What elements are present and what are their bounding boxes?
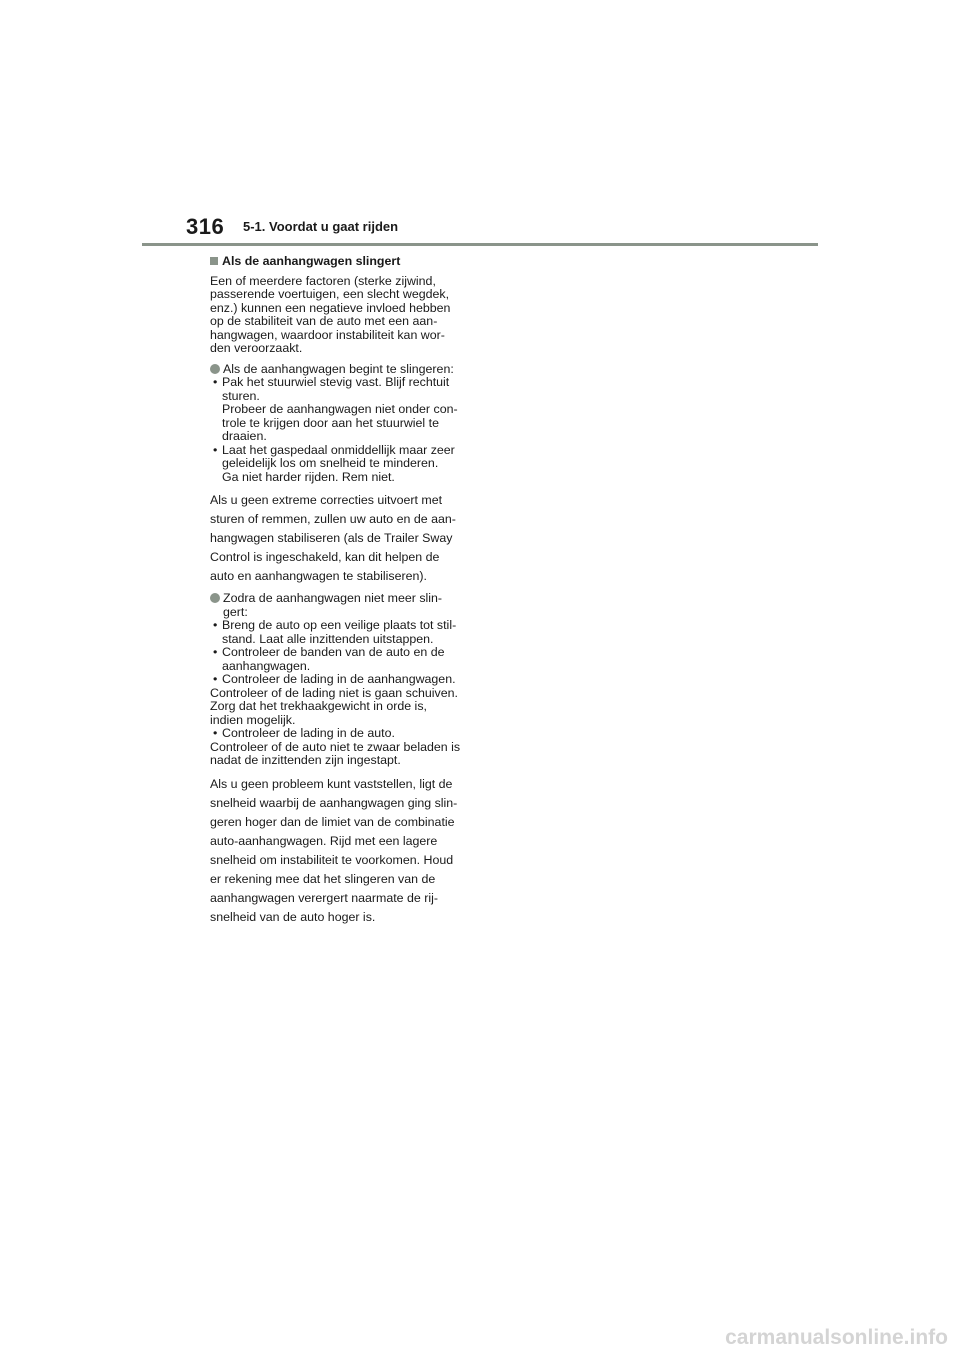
- text-line: Pak het stuurwiel stevig vast. Blijf rechtuit: [222, 375, 450, 389]
- bullet-dot: •: [213, 442, 218, 457]
- text-line: Breng de auto op een veilige plaats tot stil-: [222, 618, 457, 632]
- text-line: den veroorzaakt.: [210, 341, 303, 355]
- text-line: geleidelijk los om snelheid te minderen.: [222, 456, 439, 470]
- text-line: Control is ingeschakeld, kan dit helpen de: [210, 550, 440, 564]
- bullet-dot: •: [213, 375, 218, 389]
- circle-bullet-icon: [210, 593, 220, 603]
- text-line: Controleer de banden van de auto en de: [222, 645, 445, 659]
- text-line: snelheid waarbij de aanhangwagen ging slin-: [210, 795, 458, 810]
- bullet-dot: •: [213, 672, 218, 686]
- text-line: auto-aanhangwagen. Rijd met een lagere: [210, 833, 438, 848]
- watermark: carmanualsonline.info: [725, 1326, 948, 1349]
- stabilize-paragraph: [210, 491, 472, 586]
- text-line: draaien.: [222, 429, 267, 443]
- text-line: trole te krijgen door aan het stuurwiel te: [222, 415, 439, 430]
- header-rule: [142, 243, 818, 246]
- after-swaying-block: [210, 592, 472, 768]
- list-item: [210, 646, 472, 673]
- section-heading: [210, 255, 472, 269]
- text-line: stand. Laat alle inzittenden uitstappen.: [222, 631, 434, 646]
- text-line: Controleer of de auto niet te zwaar beladen is: [210, 739, 461, 754]
- text-line: Als u geen extreme correcties uitvoert met: [210, 493, 443, 507]
- text-line: Een of meerdere factoren (sterke zijwind,: [210, 273, 436, 288]
- list-item: [210, 376, 472, 444]
- circle-bullet-icon: [210, 364, 220, 374]
- page-number: 316: [186, 214, 225, 239]
- text-line: gert:: [223, 604, 248, 619]
- text-line: hangwagen stabiliseren (als de Trailer Sway: [210, 531, 453, 545]
- lead-text: Als de aanhangwagen begint te slingeren:: [223, 361, 454, 376]
- text-line: er rekening mee dat het slingeren van de: [210, 871, 436, 886]
- text-line: Laat het gaspedaal onmiddellijk maar zeer: [222, 442, 455, 457]
- text-line: Controleer de lading in de auto.: [222, 726, 395, 740]
- block2-lead: [210, 592, 472, 619]
- heading-text: Als de aanhangwagen slingert: [222, 254, 401, 268]
- text-line: snelheid van de auto hoger is.: [210, 909, 376, 924]
- text-line: enz.) kunnen een negatieve invloed hebben: [210, 300, 451, 315]
- text-line: Controleer of de lading niet is gaan schuiven.: [210, 685, 458, 700]
- text-line: aanhangwagen.: [222, 658, 311, 673]
- bullet-dot: •: [213, 618, 218, 632]
- text-line: op de stabiliteit van de auto met een aan-: [210, 314, 438, 328]
- bullet-dot: •: [213, 645, 218, 659]
- intro-paragraph: [210, 275, 472, 356]
- bullet-dot: •: [213, 726, 218, 740]
- text-line: indien mogelijk.: [210, 712, 296, 727]
- text-line: nadat de inzittenden zijn ingestapt.: [210, 753, 401, 767]
- text-line: Controleer de lading in de aanhangwagen.: [222, 672, 456, 686]
- load-check-text: [210, 687, 472, 728]
- text-line: passerende voertuigen, een slecht wegdek,: [210, 287, 450, 301]
- text-line: hangwagen, waardoor instabiliteit kan wor-: [210, 327, 445, 342]
- text-line: snelheid om instabiliteit te voorkomen. Houd: [210, 852, 454, 867]
- text-line: Ga niet harder rijden. Rem niet.: [222, 469, 395, 484]
- list-item: [210, 444, 472, 485]
- list-item: [210, 727, 472, 741]
- text-line: Probeer de aanhangwagen niet onder con-: [222, 402, 458, 416]
- text-line: geren hoger dan de limiet van de combinatie: [210, 814, 455, 829]
- text-line: Zorg dat het trekhaakgewicht in orde is,: [210, 699, 427, 713]
- page-content: [210, 255, 472, 933]
- speed-limit-paragraph: [210, 775, 472, 927]
- swaying-steps-block: [210, 363, 472, 485]
- vehicle-load-text: [210, 741, 472, 768]
- text-line: sturen.: [222, 388, 260, 403]
- block1-lead: [210, 363, 472, 377]
- list-item: [210, 619, 472, 646]
- list-item: [210, 673, 472, 687]
- text-line: auto en aanhangwagen te stabiliseren).: [210, 569, 427, 583]
- text-line: aanhangwagen verergert naarmate de rij-: [210, 890, 438, 905]
- square-bullet-icon: [210, 257, 218, 265]
- text-line: Als u geen probleem kunt vaststellen, ligt de: [210, 776, 453, 791]
- section-title: 5-1. Voordat u gaat rijden: [243, 219, 399, 234]
- lead-text: Zodra de aanhangwagen niet meer slin-: [223, 591, 443, 605]
- text-line: sturen of remmen, zullen uw auto en de aan-: [210, 512, 456, 526]
